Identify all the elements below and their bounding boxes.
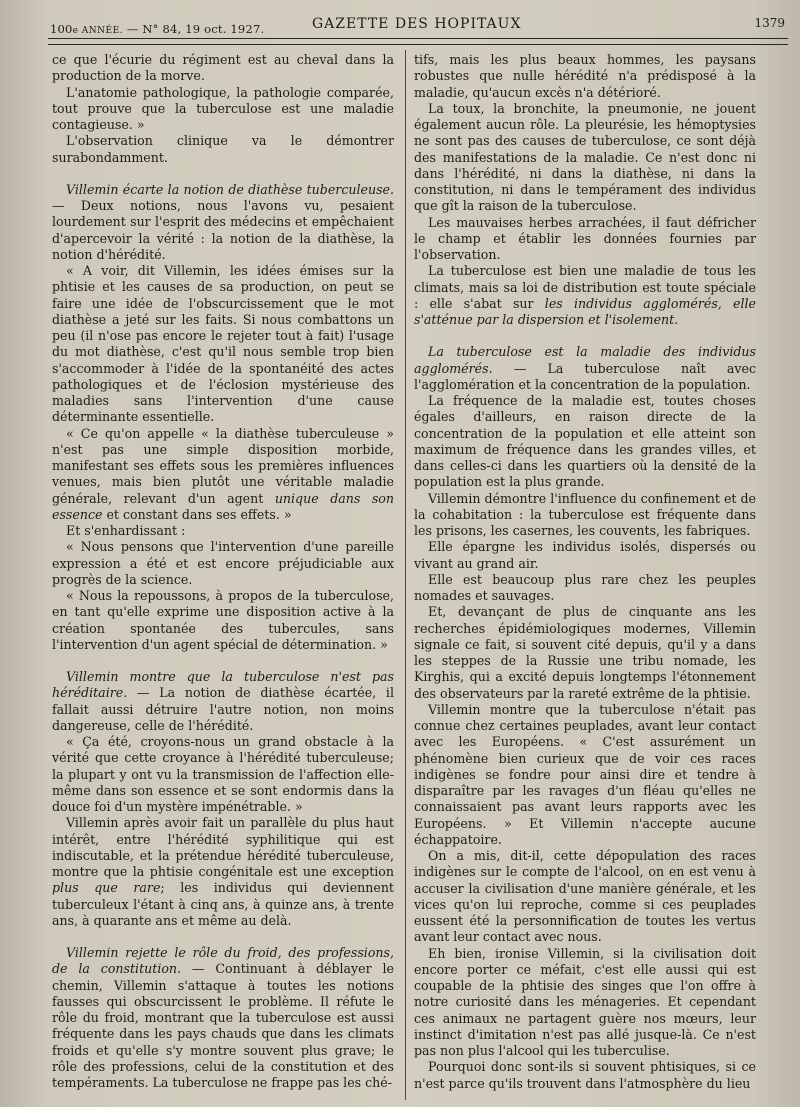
paragraph: Villemin montre que la tuberculose n'était pas connue chez certaines peuplades, avant leur contact avec les Européens. « C'est assurément un phénomène bien curieux que de voir ces races indigènes se fondre pour ainsi dire et tendre à disparaître par les ravages d'un fléau qu'elles ne connaissaient pas avant leurs rapports avec les Européens. » Et Villemin n'accepte aucune échappatoire. [414, 701, 756, 847]
section-paragraph: Villemin rejette le rôle du froid, des professions, de la constitution. — Continuant à déblayer le chemin, Villemin s'attaque à toutes les notions fausses qui obscurcissent le problème. Il réfute le rôle du froid, montrant que la tuberculose est aussi fréquente dans les pays chauds que dans les climats froids et qu'elle s'y montre souvent plus grave; le rôle des professions, celui de la constitution et des tempéraments. La tuberculose ne frappe pas les ché- [52, 945, 394, 1090]
paragraph: L'observation clinique va le démontrer surabondamment. [52, 133, 394, 165]
running-header [40, 10, 785, 38]
paragraph: Les mauvaises herbes arrachées, il faut défricher le champ et établir les données fournies par l'observation. [414, 214, 756, 262]
year-number: 100 [50, 22, 73, 36]
paragraph: « A voir, dit Villemin, les idées émises sur la phtisie et les causes de sa production, on peut se faire une idée de l'obscurcissement que le mot diathèse a jeté sur les faits. Si nous combattons un peu (il n'ose pas encore le rejeter tout à fait) l'usage du mot diathèse, c'est qu'il nous semble trop bien s'accommoder à l'idée de la spontanéité des actes pathologiques et de l'éclosion mystérieuse des maladies sans l'intervention d'une cause déterminante essentielle. [52, 263, 394, 425]
paragraph: Et s'enhardissant : [66, 523, 186, 538]
issue-number: — N° 84, 19 oct. 1927. [123, 22, 265, 36]
section-heading: Villemin montre que la tuberculose n'est pas héréditaire. [52, 669, 394, 701]
section-paragraph: Villemin écarte la notion de diathèse tuberculeuse. — Deux notions, nous l'avons vu, pesaient lourdement sur l'esprit des médecins et empêchaient d'apercevoir la vérité : la notion de la diathèse, la notion d'hérédité. [52, 181, 394, 262]
paragraph: ce que l'écurie du régiment est au cheval dans la production de la morve. [52, 52, 394, 84]
paragraph: « Nous la repoussons, à propos de la tuberculose, en tant qu'elle exprime une disposition active à la création spontanée des tubercules, sans l'intervention d'un agent spécial de détermination. » [52, 588, 394, 652]
journal-title: GAZETTE DES HOPITAUX [312, 16, 522, 32]
page-number: 1379 [754, 16, 785, 30]
right-column [414, 52, 756, 1092]
paragraph: Elle épargne les individus isolés, dispersés ou vivant au grand air. [414, 539, 756, 571]
paragraph: La toux, la bronchite, la pneumonie, ne jouent également aucun rôle. La pleurésie, les hémoptysies ne sont pas des causes de tuberculose, ce sont déjà des manifestations de la maladie. Ce n'est donc ni dans l'hérédité, ni dans la diathèse, ni dans la constitution, ni dans le tempérament des individus que gît la raison de la tuberculose. [414, 100, 756, 214]
paragraph: La fréquence de la maladie est, toutes choses égales d'ailleurs, en raison directe de la concentration de la population et elle atteint son maximum de fréquence dans les grandes villes, et dans celles-ci dans les quartiers où la densité de la population est la plus grande. [414, 393, 756, 490]
paragraph: On a mis, dit-il, cette dépopulation des races indigènes sur le compte de l'alcool, on en est venu à accuser la civilisation d'une manière générale, et les vices qu'on lui reproche, comme si ces peuplades eussent été la personnification de toutes les vertus avant leur contact avec nous. [414, 848, 756, 945]
paragraph: Villemin après avoir fait un parallèle du plus haut intérêt, entre l'hérédité syphilitique qui est indiscutable, et la prétendue hérédité tuberculeuse, montre que la phtisie congénitale est une exception plus que rare; les individus qui deviennent tuberculeux l'étant à cinq ans, à quinze ans, à trente ans, à quarante ans et même au delà. [52, 815, 394, 928]
paragraph: tifs, mais les plus beaux hommes, les paysans robustes que nulle hérédité n'a prédisposé à la maladie, qu'aucun excès n'a détérioré. [414, 52, 756, 100]
issue-info [50, 22, 264, 36]
section-heading: Villemin écarte la notion de diathèse tuberculeuse. [66, 181, 394, 197]
paragraph: Pourquoi donc sont-ils si souvent phtisiques, si ce n'est parce qu'ils trouvent dans l'atmosphère du lieu [414, 1059, 756, 1091]
paragraph: L'anatomie pathologique, la pathologie comparée, tout prouve que la tuberculose est une maladie contagieuse. » [52, 84, 394, 132]
paragraph: Eh bien, ironise Villemin, si la civilisation doit encore porter ce méfait, c'est elle aussi qui est coupable de la phtisie des singes que l'on offre à notre curiosité dans les ménageries. Et cependant ces animaux ne partagent guère nos mœurs, leur instinct d'imitation n'est pas allé jusque-là. Ce n'est pas non plus l'alcool qui les tuberculise. [414, 945, 756, 1058]
paragraph: Et, devançant de plus de cinquante ans les recherches épidémiologiques modernes, Villemin signale ce fait, si souvent cité depuis, qu'il y a dans les steppes de la Russie une tribu nomade, les Kirghis, qui a excité depuis longtemps l'étonnement des observateurs par la rareté extrême de la phtisie. [414, 604, 756, 701]
paragraph: Villemin démontre l'influence du confinement et de la cohabitation : la tuberculose est fréquente dans les prisons, les casernes, les couvents, les fabriques. [414, 490, 756, 538]
header-rule-top [48, 38, 788, 39]
paragraph: Elle est beaucoup plus rare chez les peuples nomades et sauvages. [414, 571, 756, 603]
year-label: e ANNÉE. [72, 26, 123, 36]
paragraph: La tuberculose est bien une maladie de tous les climats, mais sa loi de distribution est toute spéciale : elle s'abat sur les individus agglomérés, elle s'atténue par la dispersion et l'isolement. [414, 263, 756, 327]
section-paragraph: Villemin montre que la tuberculose n'est pas héréditaire. — La notion de diathèse écartée, il fallait aussi détruire l'autre notion, non moins dangereuse, celle de l'hérédité. [52, 669, 394, 733]
section-paragraph: La tuberculose est la maladie des individus agglomérés. — La tuberculose naît avec l'agglomération et la concentration de la population. [414, 344, 756, 392]
paragraph: « Ça été, croyons-nous un grand obstacle à la vérité que cette croyance à l'hérédité tuberculeuse; la plupart y ont vu la transmission de l'affection elle-même dans son essence et se sont endormis dans la douce foi d'un mystère impénétrable. » [52, 734, 394, 814]
header-rule-bottom [48, 44, 788, 45]
left-column [52, 52, 394, 1091]
paragraph: « Nous pensons que l'intervention d'une pareille expression a été et est encore préjudiciable aux progrès de la science. [52, 539, 394, 587]
section-heading: La tuberculose est la maladie des individus agglomérés. [414, 344, 756, 376]
section-heading: Villemin rejette le rôle du froid, des professions, de la constitution. [52, 945, 394, 977]
column-divider [405, 50, 406, 1100]
paragraph: « Ce qu'on appelle « la diathèse tuberculeuse » n'est pas une simple disposition morbide, manifestant ses effets sous les premières influences venues, mais bien plutôt une véritable maladie générale, relevant d'un agent unique dans son essence et constant dans ses effets. » [52, 425, 394, 522]
